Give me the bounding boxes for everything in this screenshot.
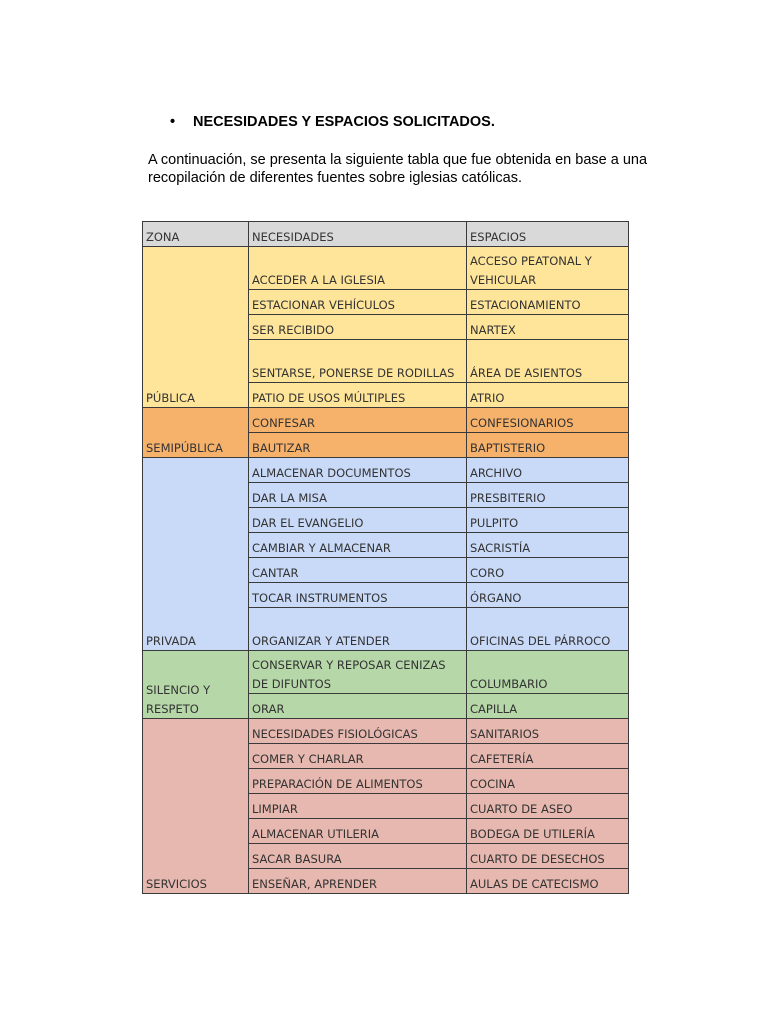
space-cell: ARCHIVO bbox=[467, 458, 629, 483]
space-cell: CUARTO DE ASEO bbox=[467, 794, 629, 819]
space-cell: PULPITO bbox=[467, 508, 629, 533]
space-cell: BODEGA DE UTILERÍA bbox=[467, 819, 629, 844]
space-cell: ÁREA DE ASIENTOS bbox=[467, 340, 629, 383]
space-cell: AULAS DE CATECISMO bbox=[467, 869, 629, 894]
need-cell: CAMBIAR Y ALMACENAR bbox=[249, 533, 467, 558]
need-cell: PREPARACIÓN DE ALIMENTOS bbox=[249, 769, 467, 794]
need-cell: BAUTIZAR bbox=[249, 433, 467, 458]
zone-cell: SEMIPÚBLICA bbox=[143, 408, 249, 458]
table-header-row bbox=[143, 222, 629, 247]
need-cell: ALMACENAR DOCUMENTOS bbox=[249, 458, 467, 483]
space-cell: BAPTISTERIO bbox=[467, 433, 629, 458]
space-cell: CAFETERÍA bbox=[467, 744, 629, 769]
need-cell: DAR EL EVANGELIO bbox=[249, 508, 467, 533]
space-cell: COCINA bbox=[467, 769, 629, 794]
need-cell: CONSERVAR Y REPOSAR CENIZAS DE DIFUNTOS bbox=[249, 651, 467, 694]
need-cell: SENTARSE, PONERSE DE RODILLAS bbox=[249, 340, 467, 383]
intro-paragraph: A continuación, se presenta la siguiente tabla que fue obtenida en base a una recopilación de diferentes fuentes sobre iglesias católicas. bbox=[148, 152, 648, 186]
zone-cell: PÚBLICA bbox=[143, 247, 249, 408]
space-cell: NARTEX bbox=[467, 315, 629, 340]
table-row bbox=[143, 458, 629, 483]
space-cell: CAPILLA bbox=[467, 694, 629, 719]
need-cell: CANTAR bbox=[249, 558, 467, 583]
space-cell: SANITARIOS bbox=[467, 719, 629, 744]
space-cell: COLUMBARIO bbox=[467, 651, 629, 694]
space-cell: CORO bbox=[467, 558, 629, 583]
table-row bbox=[143, 651, 629, 694]
needs-spaces-table bbox=[142, 221, 629, 894]
need-cell: NECESIDADES FISIOLÓGICAS bbox=[249, 719, 467, 744]
space-cell: CONFESIONARIOS bbox=[467, 408, 629, 433]
zone-cell: SILENCIO Y RESPETO bbox=[143, 651, 249, 719]
table-row bbox=[143, 247, 629, 290]
need-cell: ENSEÑAR, APRENDER bbox=[249, 869, 467, 894]
need-cell: TOCAR INSTRUMENTOS bbox=[249, 583, 467, 608]
table-row bbox=[143, 719, 629, 744]
heading-text: NECESIDADES Y ESPACIOS SOLICITADOS. bbox=[193, 114, 495, 130]
bullet-icon: • bbox=[170, 114, 176, 130]
need-cell: ESTACIONAR VEHÍCULOS bbox=[249, 290, 467, 315]
table-row bbox=[143, 408, 629, 433]
space-cell: ESTACIONAMIENTO bbox=[467, 290, 629, 315]
space-cell: PRESBITERIO bbox=[467, 483, 629, 508]
space-cell: ÓRGANO bbox=[467, 583, 629, 608]
need-cell: COMER Y CHARLAR bbox=[249, 744, 467, 769]
need-cell: SACAR BASURA bbox=[249, 844, 467, 869]
need-cell: LIMPIAR bbox=[249, 794, 467, 819]
need-cell: CONFESAR bbox=[249, 408, 467, 433]
header-espacios: ESPACIOS bbox=[467, 222, 629, 247]
need-cell: ORAR bbox=[249, 694, 467, 719]
space-cell: SACRISTÍA bbox=[467, 533, 629, 558]
space-cell: CUARTO DE DESECHOS bbox=[467, 844, 629, 869]
space-cell: ACCESO PEATONAL Y VEHICULAR bbox=[467, 247, 629, 290]
header-necesidades: NECESIDADES bbox=[249, 222, 467, 247]
need-cell: ALMACENAR UTILERIA bbox=[249, 819, 467, 844]
header-zona: ZONA bbox=[143, 222, 249, 247]
need-cell: DAR LA MISA bbox=[249, 483, 467, 508]
space-cell: OFICINAS DEL PÁRROCO bbox=[467, 608, 629, 651]
need-cell: PATIO DE USOS MÚLTIPLES bbox=[249, 383, 467, 408]
need-cell: SER RECIBIDO bbox=[249, 315, 467, 340]
space-cell: ATRIO bbox=[467, 383, 629, 408]
zone-cell: PRIVADA bbox=[143, 458, 249, 651]
section-heading bbox=[170, 114, 495, 130]
need-cell: ACCEDER A LA IGLESIA bbox=[249, 247, 467, 290]
zone-cell: SERVICIOS bbox=[143, 719, 249, 894]
need-cell: ORGANIZAR Y ATENDER bbox=[249, 608, 467, 651]
